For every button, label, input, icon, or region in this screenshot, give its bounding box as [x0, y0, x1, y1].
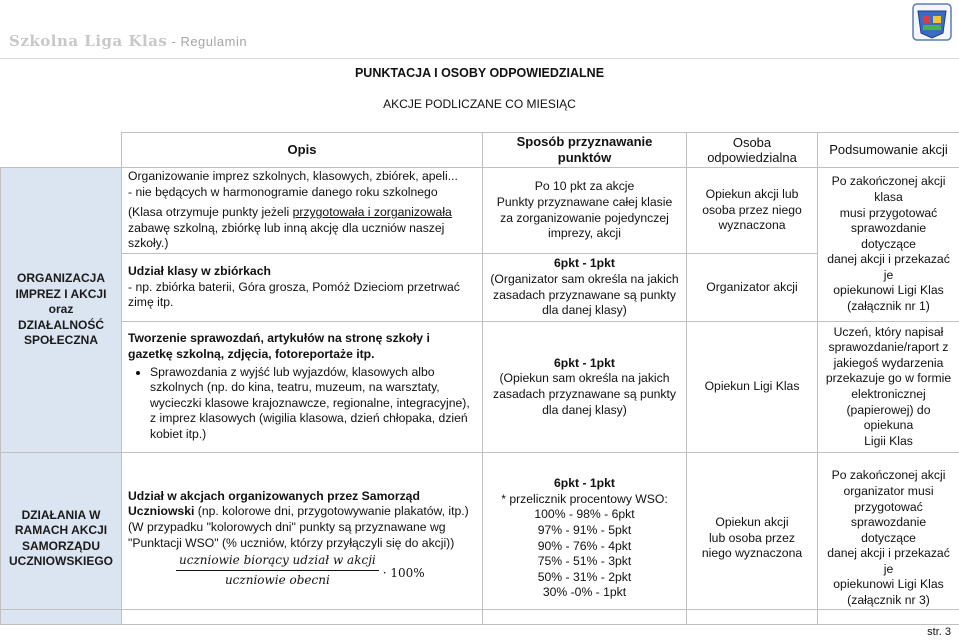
opis-cell [122, 322, 483, 453]
osoba-cell [687, 453, 818, 625]
punkty-line: 90% - 76% - 4pkt [537, 538, 632, 553]
header-osoba-line2: odpowiedzialna [707, 150, 797, 165]
summary-line: Po zakończonej akcji [831, 468, 946, 483]
punkty-cell [483, 322, 687, 453]
opis-note-underline: przygotowała i zorganizowała [292, 205, 452, 220]
page-number: str. 3 [927, 626, 951, 638]
section-line: SPOŁECZNA [23, 333, 98, 348]
punkty-title: 6pkt - 1pkt [554, 256, 615, 271]
summary-cell [818, 453, 959, 625]
osoba-cell: Organizator akcji [687, 254, 818, 322]
summary-line: opiekunowi Ligi Klas [833, 577, 944, 592]
league-logo-icon [912, 3, 952, 41]
opis-bullet-list [128, 365, 476, 443]
section-line: DZIAŁALNOŚĆ [18, 317, 104, 332]
summary-line: Po zakończonej akcji klasa [831, 174, 946, 204]
header-sposob: Sposób przyznawanie punktów [483, 133, 687, 168]
summary-line: (załącznik nr 3) [847, 593, 930, 608]
opis-title: Organizowanie imprez szkolnych, klasowych, zbiórek, apeli... [128, 169, 458, 184]
summary-line: opiekunowi Ligi Klas [833, 283, 944, 298]
points-table [0, 132, 959, 625]
opis-line: - nie będących w harmonogramie danego roku szkolnego [128, 184, 438, 199]
section-line: SAMORZĄDU [22, 538, 100, 553]
opis-line: (W przypadku "kolorowych dni" punkty są przyznawane wg "Punktacji WSO" (% uczniów, którzy przyłączyli się do akcji)) [128, 519, 455, 550]
punkty-cell [483, 453, 687, 625]
table-row [1, 168, 959, 254]
summary-line: elektronicznej [851, 387, 926, 401]
formula-numerator: uczniowie biorący udział w akcji [176, 553, 379, 571]
summary-line: (papierowej) do opiekuna [846, 402, 931, 433]
opis-desc: (np. kolorowe dni, przygotowywanie plakatów, itp.) [194, 504, 469, 519]
opis-title: Udział klasy w zbiórkach [128, 264, 271, 279]
summary-line: (załącznik nr 1) [847, 299, 930, 314]
brand-title [9, 32, 247, 50]
brand-name: Szkolna Liga Klas [9, 32, 168, 50]
page-subtitle: AKCJE PODLICZANE CO MIESIĄC [383, 97, 576, 111]
osoba-line: Opiekun akcji [715, 515, 789, 530]
list-item: • Sprawozdania z wyjść lub wyjazdów, klasowych albo szkolnych (np. do kina, teatru, muzeum, na warsztaty, wycieczki klasowe krajoznawcze, regionalne, integracyjne), z imprez klasowych (wigilia klasowa, dzień chłopaka, dzień kobiet itp.) [150, 365, 476, 443]
section-line: RAMACH AKCJI [14, 523, 108, 537]
summary-line: organizator musi [843, 483, 934, 498]
punkty-line: 50% - 31% - 2pkt [537, 569, 632, 584]
formula-denominator: uczniowie obecni [224, 572, 330, 587]
summary-cell [818, 168, 959, 322]
osoba-line: niego wyznaczona [701, 546, 803, 561]
header-divider [0, 58, 959, 59]
punkty-desc: Punkty przyznawane całej klasie za zorganizowanie pojedynczej imprezy, akcji [496, 194, 673, 241]
section-line: DZIAŁANIA W [21, 507, 101, 522]
punkty-line: 100% - 98% - 6pkt [534, 507, 635, 522]
punkty-title: Po 10 pkt za akcje [534, 179, 635, 194]
opis-cell [122, 168, 483, 254]
summary-line: musi przygotować [839, 205, 938, 220]
punkty-line: * przelicznik procentowy WSO: [501, 491, 668, 506]
header-osoba [687, 133, 818, 168]
opis-note-text: zabawę szkolną, zbiórkę lub inną akcję dla uczniów naszej szkoły.) [128, 220, 445, 251]
punkty-title: 6pkt - 1pkt [554, 355, 615, 370]
header-osoba-line1: Osoba [732, 135, 772, 150]
brand-section: Regulamin [180, 34, 248, 49]
opis-cell [122, 453, 483, 625]
summary-line: danej akcji i przekazać je [827, 546, 950, 576]
osoba-line: lub osoba przez [708, 530, 796, 545]
punkty-cell [483, 254, 687, 322]
section-line: UCZNIOWSKIEGO [9, 554, 113, 568]
punkty-desc: (Organizator sam określa na jakich zasadach przyznawane są punkty dla danej klasy) [490, 271, 679, 318]
section-label-samorzad [1, 453, 122, 625]
section-line: ORGANIZACJA [16, 271, 105, 286]
header-opis: Opis [122, 133, 483, 168]
opis-note [128, 205, 476, 252]
brand-separator: - [167, 34, 181, 49]
punkty-line: 97% - 91% - 5pkt [537, 522, 632, 537]
punkty-title: 6pkt - 1pkt [554, 476, 615, 491]
section-label-organizacja [1, 168, 122, 453]
summary-line: danej akcji i przekazać je [827, 252, 950, 282]
section-line: oraz [48, 302, 74, 317]
summary-line: sprawozdanie dotyczące [850, 515, 927, 545]
formula-multiplier: · 100% [382, 565, 425, 580]
header-podsumowanie: Podsumowanie akcji [818, 133, 959, 168]
summary-line: sprawozdanie/raport z [828, 340, 949, 355]
osoba-cell: Opiekun Ligi Klas [687, 322, 818, 453]
table-row [1, 453, 959, 625]
punkty-line: 30% -0% - 1pkt [542, 585, 627, 600]
opis-note-text: (Klasa otrzymuje punkty jeżeli [128, 205, 293, 220]
summary-line: przekazuje go w formie [825, 371, 952, 386]
table-row [1, 254, 959, 322]
page-title: PUNKTACJA I OSOBY ODPOWIEDZIALNE [354, 66, 605, 80]
punkty-cell [483, 168, 687, 254]
punkty-desc: (Opiekun sam określa na jakich zasadach przyznawane są punkty dla danej klasy) [493, 371, 676, 417]
empty-header-cell [1, 133, 122, 168]
summary-cell [818, 322, 959, 453]
osoba-cell: Opiekun akcji lub osoba przez niego wyznaczona [687, 168, 818, 254]
summary-line: Ligii Klas [864, 433, 913, 448]
section-line: IMPREZ I AKCJI [15, 286, 107, 301]
opis-title-block [128, 489, 476, 520]
percentage-formula [128, 553, 476, 588]
punkty-line: 75% - 51% - 3pkt [537, 554, 632, 569]
opis-title: Tworzenie sprawozdań, artykułów na stronę szkoły i gazetkę szkolną, zdjęcia, fotoreportaże itp. [128, 331, 430, 362]
summary-line: jakiegoś wydarzenia [833, 355, 944, 370]
table-row [1, 322, 959, 453]
summary-line: Uczeń, który napisał [833, 324, 944, 339]
opis-title: Udział w akcjach organizowanych przez Samorząd Uczniowski [128, 488, 420, 519]
summary-line: przygotować [854, 499, 923, 514]
summary-line: sprawozdanie dotyczące [850, 221, 927, 251]
formula-fraction [176, 553, 379, 588]
footer-divider [0, 609, 959, 610]
opis-cell [122, 254, 483, 322]
table-header-row [1, 133, 959, 168]
opis-desc: - np. zbiórka baterii, Góra grosza, Pomóż Dzieciom przetrwać zimę itp. [128, 279, 460, 310]
